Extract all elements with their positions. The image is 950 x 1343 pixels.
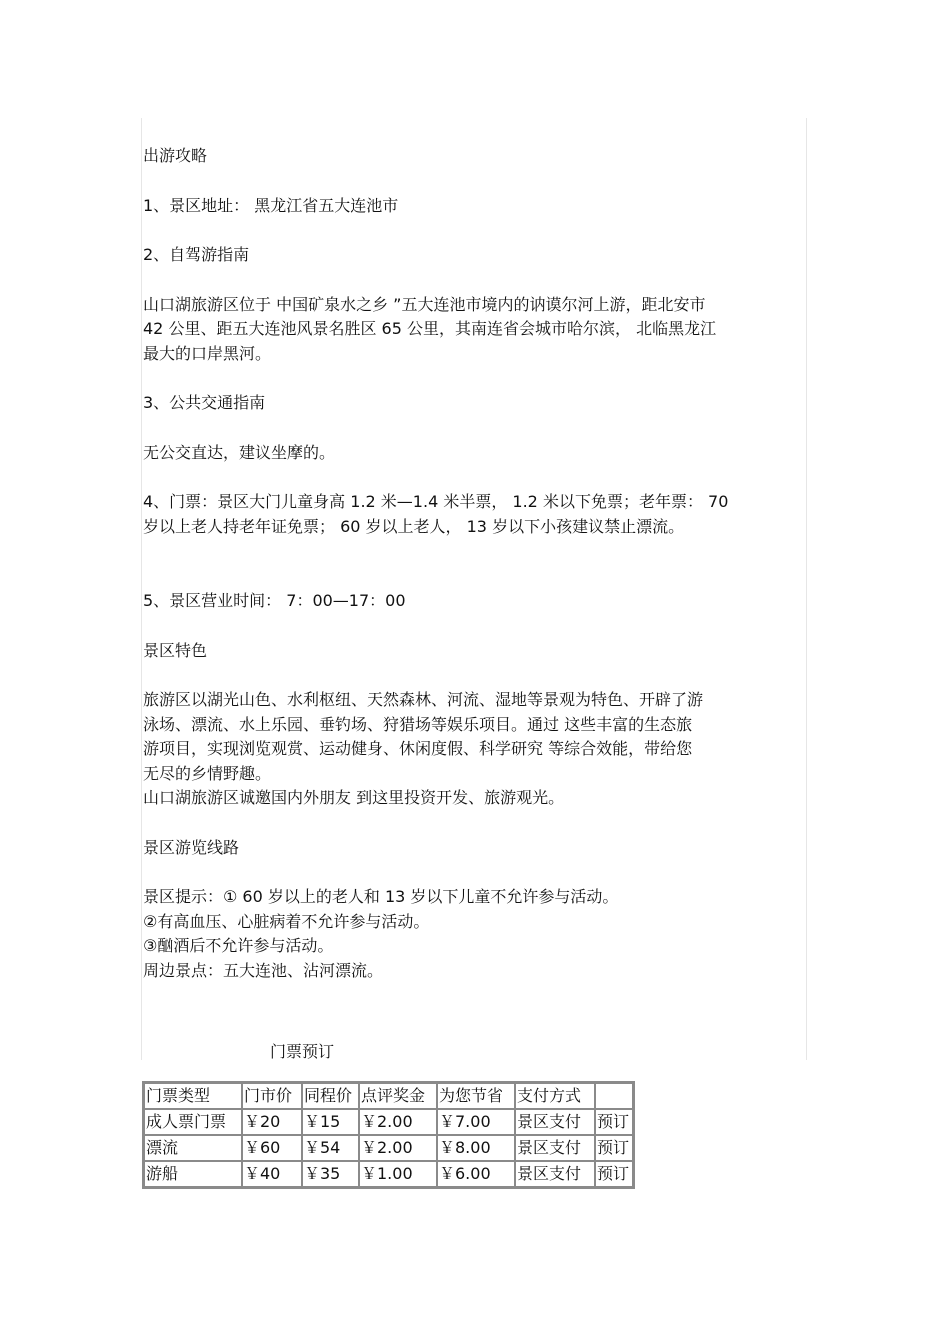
book-link[interactable]: 预订 [595, 1135, 633, 1161]
savings-cell: ￥7.00 [437, 1109, 515, 1135]
ticket-type-cell: 漂流 [144, 1135, 242, 1161]
nearby-attractions: 周边景点：五大连池、沾河漂流。 [143, 960, 384, 980]
self-drive-text-line-2: 42 公里、距五大连池风景名胜区 65 公里，其南连省会城市哈尔滨， 北临黑龙江 [143, 319, 717, 338]
header-savings: 为您节省 [437, 1083, 515, 1109]
table-row [144, 1135, 633, 1161]
scenic-address: 1、景区地址： 黑龙江省五大连池市 [143, 195, 399, 215]
features-text-line-1: 旅游区以湖光山色、水利枢纽、天然森林、河流、湿地等景观为特色、开辟了游 [143, 690, 704, 709]
ticket-type-cell: 游船 [144, 1161, 242, 1187]
ticket-table [142, 1081, 635, 1189]
payment-method-cell: 景区支付 [515, 1161, 595, 1187]
payment-method-cell: 景区支付 [515, 1109, 595, 1135]
features-text-line-3: 游项目，实现浏览观赏、运动健身、休闲度假、科学研究 等综合效能，带给您 [143, 739, 693, 758]
book-link[interactable]: 预订 [595, 1109, 633, 1135]
section-title-travel-guide: 出游攻略 [143, 146, 208, 165]
header-review-bonus: 点评奖金 [359, 1083, 437, 1109]
notice-line-2: ②有高血压、心脏病着不允许参与活动。 [143, 911, 430, 931]
header-tongcheng-price: 同程价 [302, 1083, 359, 1109]
table-row [144, 1109, 633, 1135]
header-payment-method: 支付方式 [515, 1083, 595, 1109]
book-link[interactable]: 预订 [595, 1161, 633, 1187]
savings-cell: ￥8.00 [437, 1135, 515, 1161]
market-price-cell: ￥60 [242, 1135, 302, 1161]
savings-cell: ￥6.00 [437, 1161, 515, 1187]
tongcheng-price-cell: ￥54 [302, 1135, 359, 1161]
guide-content [143, 144, 807, 983]
review-bonus-cell: ￥1.00 [359, 1161, 437, 1187]
ticket-info-line-2: 岁以上老人持老年证免票； 60 岁以上老人， 13 岁以下小孩建议禁止漂流。 [143, 516, 685, 536]
review-bonus-cell: ￥2.00 [359, 1135, 437, 1161]
market-price-cell: ￥20 [242, 1109, 302, 1135]
notice-line-1: 景区提示：① 60 岁以上的老人和 13 岁以下儿童不允许参与活动。 [143, 887, 619, 906]
self-drive-text-line-3: 最大的口岸黑河。 [143, 343, 272, 363]
header-action [595, 1083, 633, 1109]
frame-left-border [141, 118, 142, 1060]
self-drive-text-line-1: 山口湖旅游区位于 中国矿泉水之乡 ”五大连池市境内的讷谟尔河上游，距北安市 [143, 294, 706, 314]
features-invitation: 山口湖旅游区诚邀国内外朋友 到这里投资开发、旅游观光。 [143, 788, 565, 807]
notice-line-3: ③酗酒后不允许参与活动。 [143, 936, 334, 955]
features-text-line-4: 无尽的乡情野趣。 [143, 763, 272, 783]
tour-route-heading: 景区游览线路 [143, 837, 240, 857]
tongcheng-price-cell: ￥15 [302, 1109, 359, 1135]
features-text-line-2: 泳场、漂流、水上乐园、垂钓场、狩猎场等娱乐项目。通过 这些丰富的生态旅 [143, 714, 693, 734]
booking-title: 门票预订 [270, 1042, 335, 1061]
self-drive-heading: 2、自驾游指南 [143, 245, 250, 264]
tongcheng-price-cell: ￥35 [302, 1161, 359, 1187]
market-price-cell: ￥40 [242, 1161, 302, 1187]
table-row [144, 1161, 633, 1187]
features-heading: 景区特色 [143, 640, 208, 660]
header-ticket-type: 门票类型 [144, 1083, 242, 1109]
public-transport-heading: 3、公共交通指南 [143, 393, 266, 412]
ticket-type-cell: 成人票门票 [144, 1109, 242, 1135]
review-bonus-cell: ￥2.00 [359, 1109, 437, 1135]
ticket-info-line-1: 4、门票：景区大门儿童身高 1.2 米—1.4 米半票， 1.2 米以下免票；老年票： 70 [143, 492, 729, 511]
opening-hours: 5、景区营业时间： 7：00—17：00 [143, 591, 406, 610]
public-transport-text: 无公交直达，建议坐摩的。 [143, 442, 336, 462]
payment-method-cell: 景区支付 [515, 1135, 595, 1161]
table-header-row [144, 1083, 633, 1109]
header-market-price: 门市价 [242, 1083, 302, 1109]
